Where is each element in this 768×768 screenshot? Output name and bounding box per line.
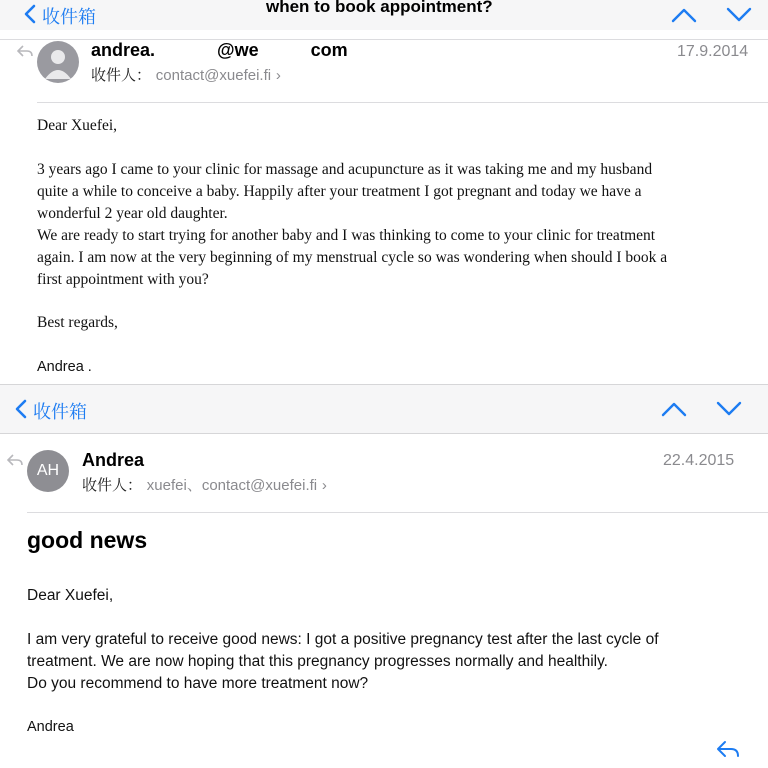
body-line: again. I am now at the very beginning of my menstrual cycle so was wondering when should I book a [37, 249, 668, 266]
sender-name-2[interactable]: Andrea [82, 450, 145, 470]
body-line: 3 years ago I came to your clinic for massage and acupuncture as it was taking me and my husband [37, 161, 653, 178]
recipients-line[interactable] [91, 64, 281, 85]
previous-message-button-2[interactable] [661, 401, 687, 422]
recipients-label: 收件人： [82, 476, 143, 494]
recipient-address: xuefei、contact@xuefei.fi [146, 477, 318, 494]
body-line: wonderful 2 year old daughter. [37, 205, 228, 222]
back-label: 收件箱 [42, 7, 96, 28]
next-message-button[interactable] [726, 7, 752, 28]
chevron-down-icon [716, 404, 742, 421]
reply-indicator-icon [7, 453, 23, 471]
previous-message-button[interactable] [671, 7, 697, 28]
back-to-inbox-button[interactable] [24, 3, 96, 29]
reply-button[interactable] [716, 739, 740, 764]
recipients-line-2[interactable] [82, 474, 327, 495]
sender-tld: com [310, 40, 348, 60]
recipient-address: contact@xuefei.fi [155, 67, 272, 84]
chevron-right-icon: › [321, 477, 327, 494]
back-label: 收件箱 [33, 402, 87, 423]
chevron-left-icon [15, 399, 27, 424]
sender-name[interactable] [91, 40, 348, 61]
email-date: 17.9.2014 [677, 43, 749, 60]
email-closing: Best regards, [37, 314, 118, 331]
body-line: first appointment with you? [37, 271, 209, 288]
reply-icon [716, 746, 740, 763]
body-line: quite a while to conceive a baby. Happily after your treatment I got pregnant and today we have a [37, 183, 642, 200]
avatar-placeholder-icon [37, 70, 79, 83]
body-line: treatment. We are now hoping that this pregnancy progresses normally and healthily. [27, 653, 608, 670]
chevron-left-icon [24, 4, 36, 29]
email-subject-2: good news [27, 527, 148, 553]
sender-avatar [37, 41, 79, 83]
sender-avatar-2 [27, 450, 69, 492]
email-subject-title: when to book appointment? [266, 0, 493, 16]
sender-name-part: andrea. [91, 40, 156, 60]
back-to-inbox-button-2[interactable] [15, 398, 87, 424]
email-greeting: Dear Xuefei, [37, 117, 118, 134]
body-line: I am very grateful to receive good news: I got a positive pregnancy test after the last cycle of [27, 631, 659, 648]
body-line: Do you recommend to have more treatment now? [27, 675, 369, 692]
chevron-up-icon [671, 10, 697, 27]
sender-domain-part: @we [217, 40, 259, 60]
header-divider [37, 102, 768, 103]
chevron-up-icon [661, 404, 687, 421]
email-signature-2: Andrea [27, 719, 74, 735]
avatar-initials: AH [36, 462, 60, 479]
email-signature: Andrea . [37, 359, 92, 375]
email-body [37, 159, 765, 291]
email-date-2: 22.4.2015 [663, 452, 735, 469]
email-greeting-2: Dear Xuefei, [27, 587, 114, 604]
body-line: We are ready to start trying for another baby and I was thinking to come to your clinic for treatment [37, 227, 656, 244]
top-nav-bar-1 [0, 0, 768, 30]
chevron-down-icon [726, 10, 752, 27]
recipients-label: 收件人： [91, 66, 152, 84]
email-body-2 [27, 629, 762, 695]
top-nav-bar-2 [0, 384, 768, 434]
reply-indicator-icon [17, 44, 33, 62]
header-divider-2 [27, 512, 768, 513]
chevron-right-icon: › [275, 67, 281, 84]
next-message-button-2[interactable] [716, 401, 742, 422]
